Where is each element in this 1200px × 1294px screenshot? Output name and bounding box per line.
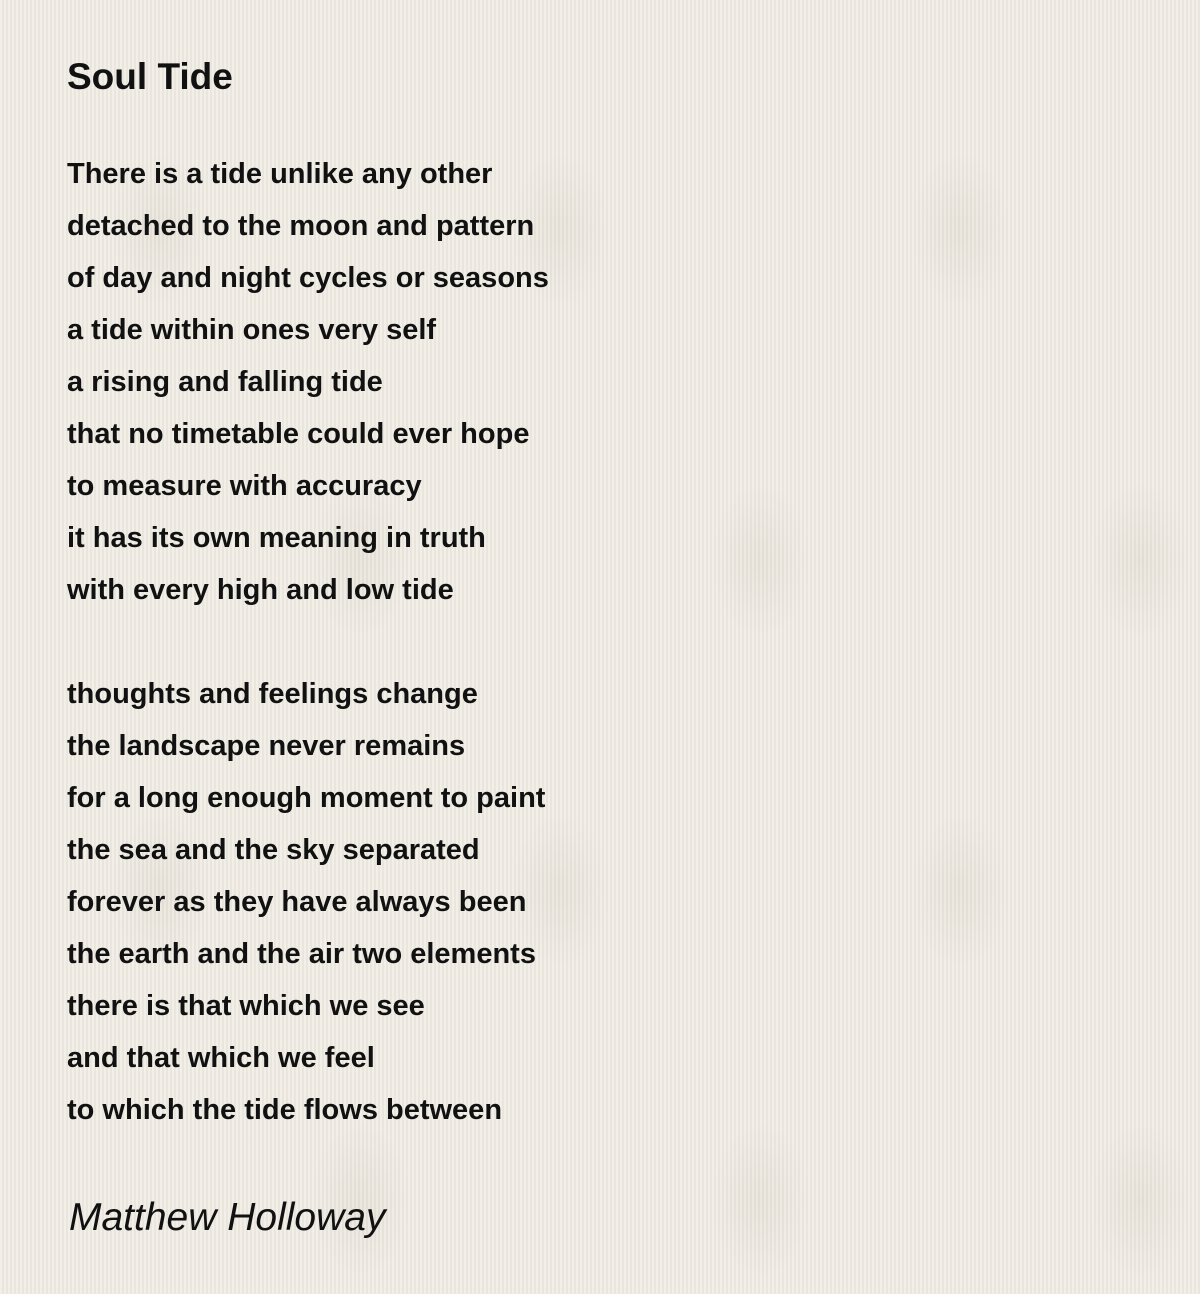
poem-line: a tide within ones very self [67,314,437,346]
poem-line: and that which we feel [67,1042,375,1074]
poem-line: that no timetable could ever hope [67,418,530,450]
poem-body [67,148,1147,1136]
poem-line: it has its own meaning in truth [67,522,486,554]
poem-title: Soul Tide [67,56,233,97]
poem-line: there is that which we see [67,990,425,1022]
poem-line: for a long enough moment to paint [67,782,546,814]
stanza-1 [67,148,1147,616]
poem-line: There is a tide unlike any other [67,158,493,190]
poem-line: of day and night cycles or seasons [67,262,549,294]
poem-line: a rising and falling tide [67,366,383,398]
poem-line: detached to the moon and pattern [67,210,535,242]
poem-line: to measure with accuracy [67,470,422,502]
poem-line: to which the tide flows between [67,1094,503,1126]
poem-line: forever as they have always been [67,886,527,918]
poem-line: with every high and low tide [67,574,454,606]
poem-card [67,52,1147,1246]
poem-line: the landscape never remains [67,730,466,762]
poem-line: the earth and the air two elements [67,938,536,970]
poem-line: the sea and the sky separated [67,834,480,866]
stanza-2 [67,668,1147,1136]
poem-author: Matthew Holloway [69,1196,386,1239]
poem-line: thoughts and feelings change [67,678,478,710]
